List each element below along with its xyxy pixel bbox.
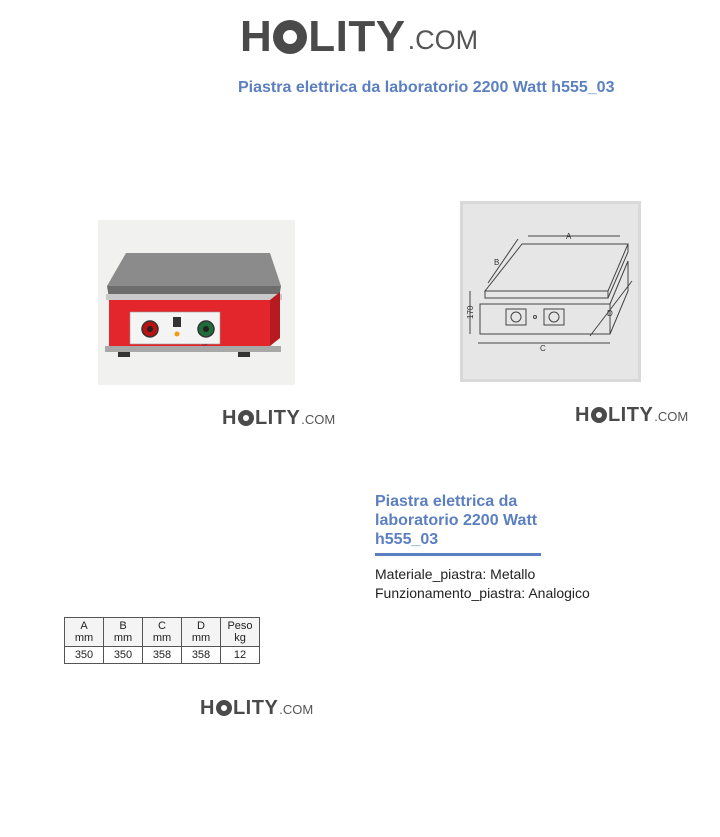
- hot-plate-illustration: [98, 220, 295, 385]
- table-header-cell: [182, 618, 221, 647]
- header-name: C: [158, 620, 166, 632]
- table-cell: 350: [65, 647, 104, 664]
- logo-letter: H: [200, 697, 215, 719]
- logo-letters: LITY: [254, 407, 301, 429]
- header-unit: mm: [152, 632, 172, 644]
- holity-logo-photo[interactable]: [222, 407, 335, 429]
- table-row: [65, 647, 260, 664]
- header-unit: mm: [74, 632, 94, 644]
- dimension-table: [64, 617, 260, 664]
- logo-letter: H: [240, 12, 273, 61]
- table-cell: 12: [221, 647, 260, 664]
- header-name: B: [119, 620, 127, 632]
- logo-letters: LITY: [308, 12, 406, 61]
- dimension-label-d: D: [607, 309, 613, 318]
- dimension-drawing: [460, 201, 641, 382]
- logo-tld: .COM: [279, 702, 314, 717]
- logo-o-mark: [273, 20, 307, 54]
- technical-diagram: [460, 201, 641, 382]
- table-header-cell: [143, 618, 182, 647]
- logo-tld: .COM: [654, 409, 689, 424]
- header-name: A: [80, 620, 88, 632]
- table-cell: 358: [182, 647, 221, 664]
- product-photo: [98, 220, 295, 385]
- holity-logo-table[interactable]: [200, 697, 313, 719]
- table-header-row: [65, 618, 260, 647]
- dimension-label-b: B: [494, 258, 500, 267]
- dimension-label-height: 170: [466, 305, 475, 319]
- page-title: Piastra elettrica da laboratorio 2200 Watt h555_03: [238, 79, 615, 96]
- dimension-label-c: C: [540, 344, 546, 353]
- logo-letters: LITY: [607, 404, 654, 426]
- header-unit: mm: [191, 632, 211, 644]
- logo-o-mark: [216, 700, 232, 716]
- table-header-cell: [221, 618, 260, 647]
- holity-logo-diagram[interactable]: [575, 404, 688, 426]
- table-cell: 358: [143, 647, 182, 664]
- logo-letter: H: [222, 407, 237, 429]
- header-unit: mm: [113, 632, 133, 644]
- spec-operation: Funzionamento_piastra: Analogico: [375, 585, 590, 601]
- product-title: Piastra elettrica da laboratorio 2200 Watt h555_03: [375, 493, 538, 548]
- logo-letters: LITY: [232, 697, 279, 719]
- logo-tld: .COM: [301, 412, 336, 427]
- logo-o-mark: [238, 410, 254, 426]
- logo-o-mark: [591, 407, 607, 423]
- logo-letter: H: [575, 404, 590, 426]
- holity-logo[interactable]: [240, 14, 478, 60]
- header-name: D: [197, 620, 205, 632]
- table-cell: 350: [104, 647, 143, 664]
- header-name: Peso: [227, 620, 253, 632]
- title-underline: [375, 553, 541, 556]
- table-header-cell: [65, 618, 104, 647]
- spec-material: Materiale_piastra: Metallo: [375, 566, 536, 582]
- dimension-label-a: A: [566, 232, 572, 241]
- table-header-cell: [104, 618, 143, 647]
- logo-tld: .COM: [407, 25, 479, 55]
- header-unit: kg: [234, 632, 246, 644]
